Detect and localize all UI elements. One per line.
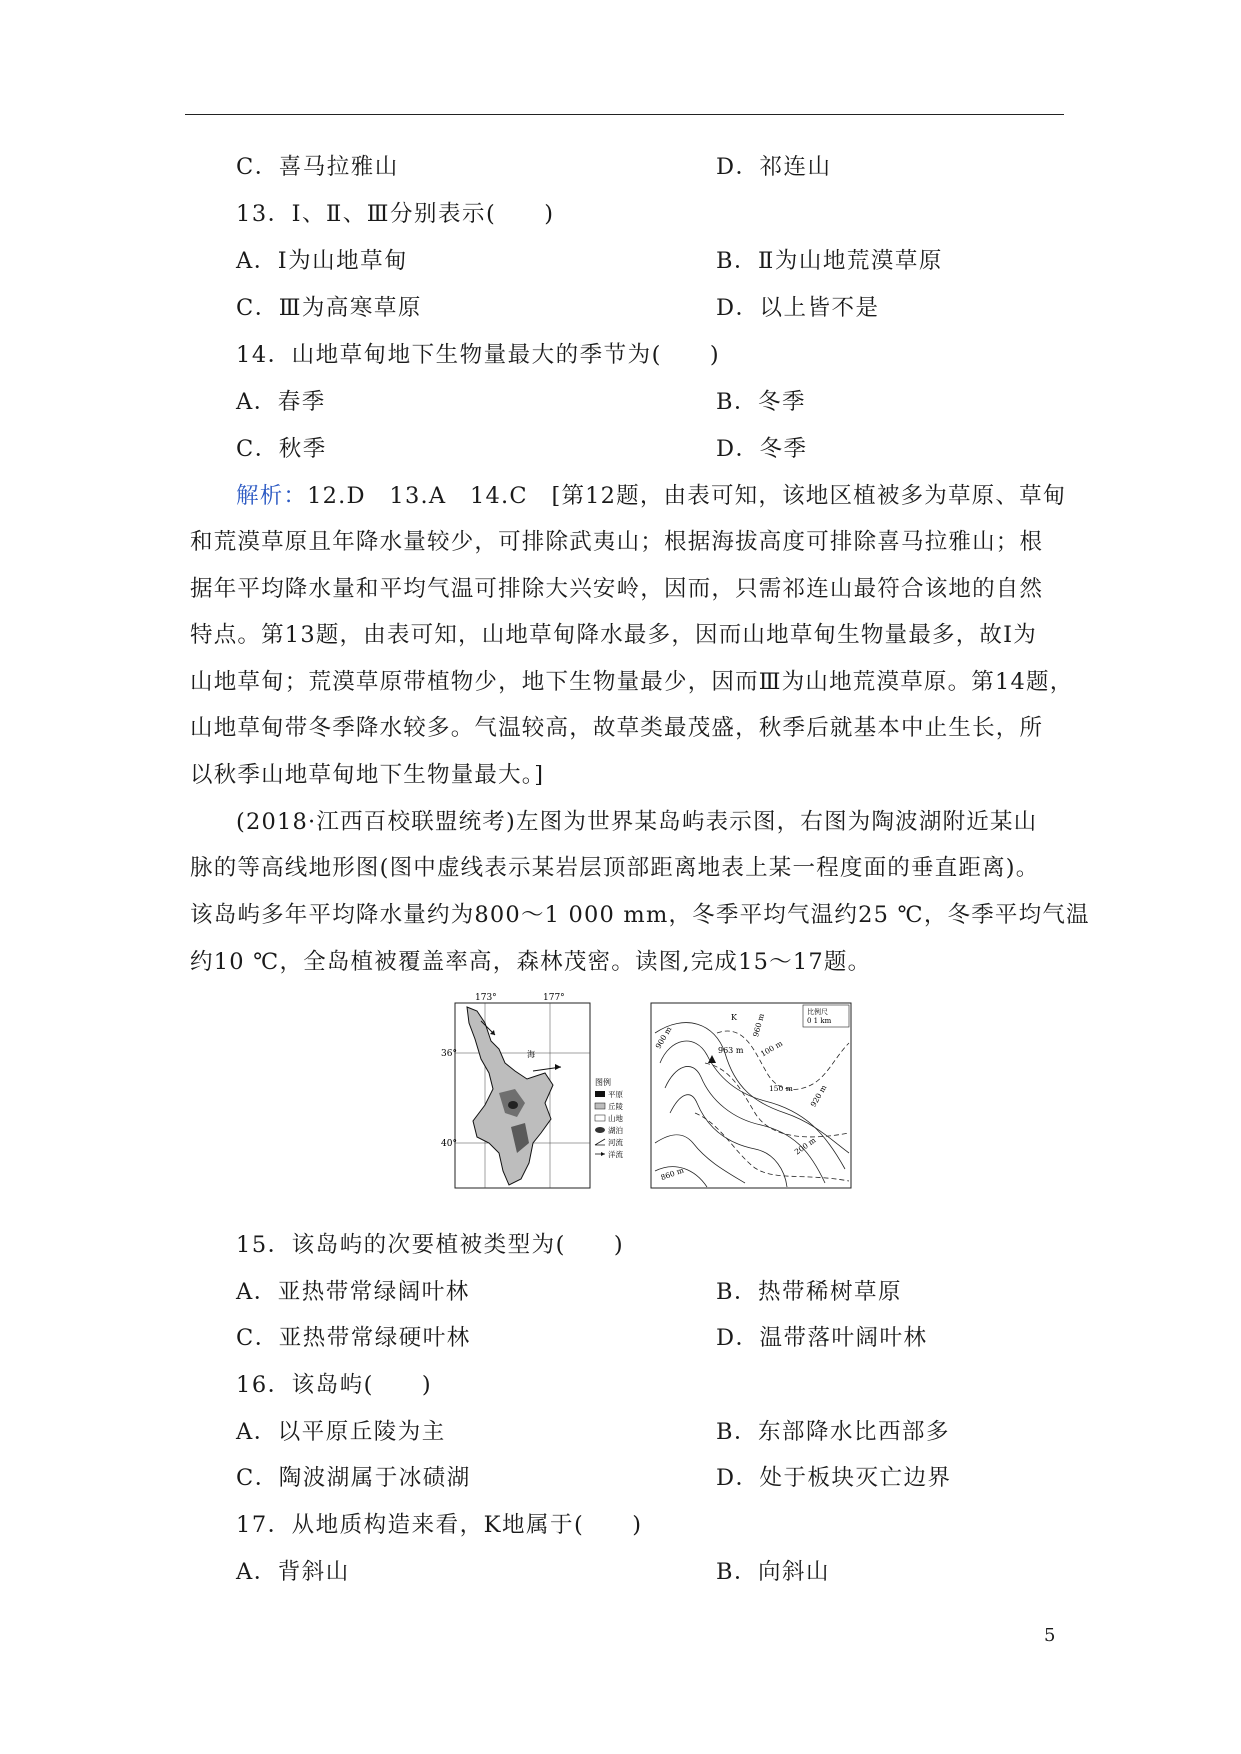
map-figure [441,993,855,1193]
q15-option-a: A．亚热带常绿阔叶林 [236,1279,470,1305]
legend-mountain: 山地 [608,1114,623,1123]
intro-line-1: (2018·江西百校联盟统考)左图为世界某岛屿表示图，右图为陶波湖附近某山 [236,809,1038,835]
q12-option-c: C．喜马拉雅山 [236,154,399,180]
q15-stem: 15．该岛屿的次要植被类型为( ) [236,1232,625,1258]
latitude-36: 36° [441,1049,457,1059]
intro-line-4: 约10 ℃，全岛植被覆盖率高，森林茂密。读图,完成15～17题。 [190,949,872,975]
q14-option-b: B．冬季 [716,389,807,415]
longitude-177: 177° [543,993,565,1003]
island-map [441,993,590,1188]
q16-option-b: B．东部降水比西部多 [716,1419,951,1445]
analysis-line-3: 据年平均降水量和平均气温可排除大兴安岭，因而，只需祁连山最符合该地的自然 [190,576,1044,602]
legend-river: 河流 [608,1138,623,1147]
q13-stem: 13．Ⅰ、Ⅱ、Ⅲ分别表示( ) [236,201,555,227]
legend-swatch-lake [595,1127,605,1133]
analysis-line-6: 山地草甸带冬季降水较多。气温较高，故草类最茂盛，秋季后就基本中止生长，所 [190,715,1044,741]
sea-label: 海 [527,1050,535,1059]
map-legend [595,1077,623,1159]
q17-option-a: A．背斜山 [236,1559,350,1585]
contour-150: 150 m [769,1084,793,1093]
scale-text: 0 1 km [807,1017,832,1025]
analysis-line-4: 特点。第13题，由表可知，山地草甸降水最多，因而山地草甸生物量最多，故Ⅰ为 [190,622,1037,648]
latitude-40: 40° [441,1139,457,1149]
header-rule [185,114,1064,115]
q16-option-c: C．陶波湖属于冰碛湖 [236,1465,471,1491]
q15-option-c: C．亚热带常绿硬叶林 [236,1325,471,1351]
intro-line-2: 脉的等高线地形图(图中虚线表示某岩层顶部距离地表上某一程度面的垂直距离)。 [190,855,1040,881]
legend-title: 图例 [595,1078,611,1087]
legend-current: 洋流 [608,1150,623,1159]
q16-stem: 16．该岛屿( ) [236,1372,433,1398]
contour-map [651,1003,851,1188]
contour-920: 920 m [808,1083,829,1109]
q15-option-d: D．温带落叶阔叶林 [716,1325,928,1351]
q12-option-d: D．祁连山 [716,154,832,180]
peak-label: 963 m [718,1046,744,1055]
analysis-line-7: 以秋季山地草甸地下生物量最大。] [190,762,545,788]
legend-lake: 湖泊 [608,1126,623,1135]
q17-stem: 17．从地质构造来看，K地属于( ) [236,1512,643,1538]
contour-900: 900 m [653,1025,674,1051]
contour-200: 200 m [792,1135,818,1157]
legend-hill: 丘陵 [608,1102,623,1111]
q13-option-b: B．Ⅱ为山地荒漠草原 [716,248,943,274]
q14-option-a: A．春季 [236,389,326,415]
analysis-line-2: 和荒漠草原且年降水量较少，可排除武夷山；根据海拔高度可排除喜马拉雅山；根 [190,529,1044,555]
scale-title: 比例尺 [807,1008,828,1016]
q13-option-d: D．以上皆不是 [716,295,880,321]
analysis-line-1: 解析：12.D 13.A 14.C [第12题，由表可知，该地区植被多为草原、草甸 [236,483,1067,509]
intro-line-3: 该岛屿多年平均降水量约为800～1 000 mm，冬季平均气温约25 ℃，冬季平均气温 [190,902,1090,928]
longitude-173: 173° [475,993,497,1003]
legend-swatch-hill [595,1103,605,1109]
q16-option-d: D．处于板块灭亡边界 [716,1465,952,1491]
q14-option-c: C．秋季 [236,436,327,462]
legend-swatch-river [595,1139,605,1145]
q14-stem: 14．山地草甸地下生物量最大的季节为( ) [236,342,721,368]
contour-960: 960 m [751,1012,766,1038]
contour-860: 860 m [659,1165,685,1183]
q15-option-b: B．热带稀树草原 [716,1279,903,1305]
legend-swatch-mountain [595,1115,605,1121]
analysis-line-5: 山地草甸；荒漠草原带植物少，地下生物量最少，因而Ⅲ为山地荒漠草原。第14题， [190,669,1074,695]
page-number: 5 [1044,1625,1056,1646]
legend-plain: 平原 [608,1090,623,1099]
lake-mark [508,1101,518,1109]
analysis-label: 解析： [236,483,308,509]
q17-option-b: B．向斜山 [716,1559,831,1585]
q16-option-a: A．以平原丘陵为主 [236,1419,446,1445]
k-label: K [731,1013,737,1022]
q13-option-c: C．Ⅲ为高寒草原 [236,295,422,321]
legend-swatch-plain [595,1091,605,1097]
contour-100: 100 m [759,1038,785,1059]
q13-option-a: A．Ⅰ为山地草甸 [236,248,409,274]
q14-option-d: D．冬季 [716,436,808,462]
